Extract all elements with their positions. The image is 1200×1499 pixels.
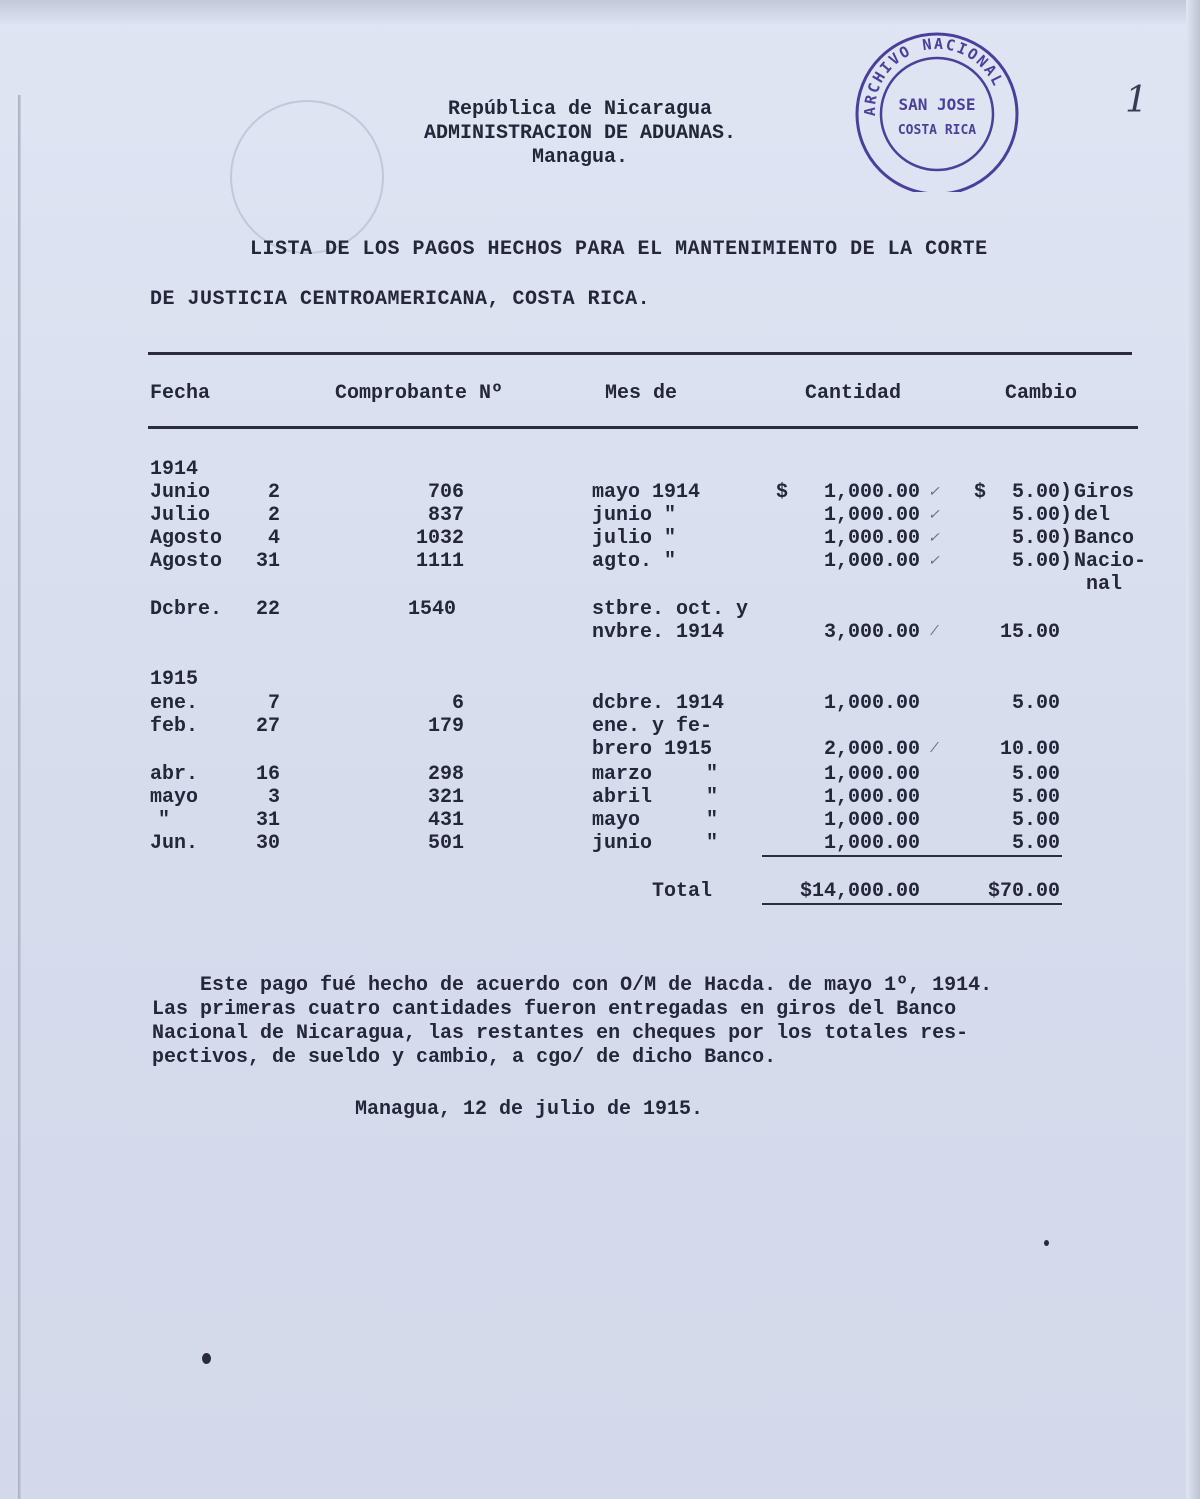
row-cambio: 10.00 <box>999 738 1060 761</box>
row-amount: 1,000.00 <box>823 550 920 573</box>
row-day: 30 <box>255 832 280 855</box>
row-cambio-currency: $ <box>974 481 987 504</box>
row-voucher: 6 <box>451 692 464 715</box>
row-cambio: 5.00 <box>1011 809 1060 832</box>
row-voucher: 1540 <box>408 598 457 621</box>
table-top-rule <box>148 352 1132 355</box>
row-month: Dcbre. <box>150 598 223 621</box>
total-amount: $14,000.00 <box>799 880 920 903</box>
row-month: Julio <box>150 504 211 527</box>
row-period: stbre. oct. y <box>592 598 749 621</box>
row-period: ene. y fe- <box>592 715 713 738</box>
row-day: 22 <box>255 598 280 621</box>
row-month: Agosto <box>150 550 223 573</box>
row-amount: 1,000.00 <box>823 786 920 809</box>
paragraph-line: pectivos, de sueldo y cambio, a cgo/ de dicho Banco. <box>152 1046 777 1069</box>
row-amount: 1,000.00 <box>823 809 920 832</box>
paper-left-edge <box>18 95 21 1499</box>
col-header-fecha: Fecha <box>150 382 211 405</box>
row-amount: 2,000.00 <box>823 738 920 761</box>
row-period: mayo <box>592 809 641 832</box>
paragraph-line: Este pago fué hecho de acuerdo con O/M de Hacda. de mayo 1º, 1914. <box>200 974 993 997</box>
page-number: 1 <box>1125 80 1148 121</box>
row-period: junio <box>592 832 653 855</box>
row-period-ditto: " <box>706 809 719 832</box>
giros-note-line: Banco <box>1074 527 1135 550</box>
row-amount: 3,000.00 <box>823 621 920 644</box>
subtotal-rule <box>762 855 1062 857</box>
row-cambio: 5.00 <box>1011 481 1060 504</box>
col-header-comprobante: Comprobante Nº <box>335 382 504 405</box>
row-cambio: 5.00 <box>1011 550 1060 573</box>
row-month: abr. <box>150 763 199 786</box>
giros-note-line: Nacio- <box>1074 550 1147 573</box>
row-day: 3 <box>267 786 280 809</box>
row-amount: 1,000.00 <box>823 481 920 504</box>
place-date: Managua, 12 de julio de 1915. <box>355 1098 704 1121</box>
row-period: abril <box>592 786 653 809</box>
paragraph-line: Nacional de Nicaragua, las restantes en cheques por los totales res- <box>152 1022 969 1045</box>
year-1914: 1914 <box>150 458 199 481</box>
check-tick-mark: / <box>930 741 939 757</box>
row-period: marzo <box>592 763 653 786</box>
table-header-rule <box>148 426 1138 429</box>
row-period: julio " <box>592 527 677 550</box>
check-tick-mark: ✓ <box>928 508 940 524</box>
row-voucher: 706 <box>427 481 464 504</box>
row-day: 16 <box>255 763 280 786</box>
row-day: 4 <box>267 527 280 550</box>
document-title-line1: LISTA DE LOS PAGOS HECHOS PARA EL MANTENIMIENTO DE LA CORTE <box>250 238 988 261</box>
giros-note-line: nal <box>1086 573 1123 596</box>
row-period-continued: nvbre. 1914 <box>592 621 725 644</box>
ghost-stamp <box>230 100 384 254</box>
row-cambio: 5.00 <box>1011 786 1060 809</box>
row-month: Junio <box>150 481 211 504</box>
year-1915: 1915 <box>150 668 199 691</box>
check-tick-mark: ✓ <box>928 485 940 501</box>
row-month: Jun. <box>150 832 199 855</box>
total-cambio: $70.00 <box>987 880 1060 903</box>
row-cambio: 15.00 <box>999 621 1060 644</box>
ink-dot <box>1044 1240 1049 1246</box>
total-label: Total <box>652 880 713 903</box>
row-amount: 1,000.00 <box>823 504 920 527</box>
row-period: junio " <box>592 504 677 527</box>
row-voucher: 1032 <box>415 527 464 550</box>
archivo-nacional-stamp <box>846 22 1028 192</box>
row-amount: 1,000.00 <box>823 692 920 715</box>
row-cambio: 5.00 <box>1011 527 1060 550</box>
row-cambio: 5.00 <box>1011 832 1060 855</box>
row-period-continued: brero 1915 <box>592 738 713 761</box>
explanation-paragraph <box>152 974 1142 1070</box>
total-rule <box>762 903 1062 905</box>
letterhead-city: Managua. <box>531 146 628 169</box>
row-period: dcbre. 1914 <box>592 692 725 715</box>
row-month: feb. <box>150 715 199 738</box>
row-voucher: 321 <box>427 786 464 809</box>
ink-dot <box>202 1353 211 1364</box>
row-voucher: 837 <box>427 504 464 527</box>
row-amount: 1,000.00 <box>823 527 920 550</box>
row-month: Agosto <box>150 527 223 550</box>
row-voucher: 298 <box>427 763 464 786</box>
letterhead-country: República de Nicaragua <box>447 98 713 121</box>
row-voucher: 179 <box>427 715 464 738</box>
row-day: 2 <box>267 504 280 527</box>
col-header-cambio: Cambio <box>1005 382 1078 405</box>
letterhead <box>390 98 770 170</box>
row-month: ene. <box>150 692 199 715</box>
stamp-country: COSTA RICA <box>897 123 977 138</box>
row-day: 2 <box>267 481 280 504</box>
letterhead-office: ADMINISTRACION DE ADUANAS. <box>423 122 737 145</box>
giros-note-bracket: ) ) ) ) <box>1060 481 1073 573</box>
row-amount: 1,000.00 <box>823 832 920 855</box>
paragraph-line: Las primeras cuatro cantidades fueron entregadas en giros del Banco <box>152 998 957 1021</box>
stamp-ring-text: ARCHIVO NACIONAL <box>860 34 1008 117</box>
check-tick-mark: ✓ <box>928 554 940 570</box>
col-header-mes: Mes de <box>605 382 678 405</box>
row-cambio: 5.00 <box>1011 692 1060 715</box>
row-month: mayo <box>150 786 199 809</box>
row-period-ditto: " <box>706 786 719 809</box>
row-period-ditto: " <box>706 832 719 855</box>
row-month: " <box>158 809 171 832</box>
col-header-cantidad: Cantidad <box>805 382 902 405</box>
document-title-line2: DE JUSTICIA CENTROAMERICANA, COSTA RICA. <box>150 288 651 311</box>
row-day: 31 <box>255 809 280 832</box>
giros-note-line: Giros <box>1074 481 1135 504</box>
row-voucher: 1111 <box>415 550 464 573</box>
row-period: agto. " <box>592 550 677 573</box>
check-tick-mark: / <box>930 624 939 640</box>
row-day: 27 <box>255 715 280 738</box>
row-period: mayo 1914 <box>592 481 701 504</box>
row-period-ditto: " <box>706 763 719 786</box>
row-amount: 1,000.00 <box>823 763 920 786</box>
paper-right-edge <box>1186 0 1200 1499</box>
check-tick-mark: ✓ <box>928 531 940 547</box>
row-cambio: 5.00 <box>1011 763 1060 786</box>
row-voucher: 501 <box>427 832 464 855</box>
row-day: 31 <box>255 550 280 573</box>
row-currency: $ <box>776 481 789 504</box>
giros-note-line: del <box>1074 504 1111 527</box>
row-day: 7 <box>267 692 280 715</box>
row-cambio: 5.00 <box>1011 504 1060 527</box>
row-voucher: 431 <box>427 809 464 832</box>
stamp-city: SAN JOSE <box>898 95 976 114</box>
